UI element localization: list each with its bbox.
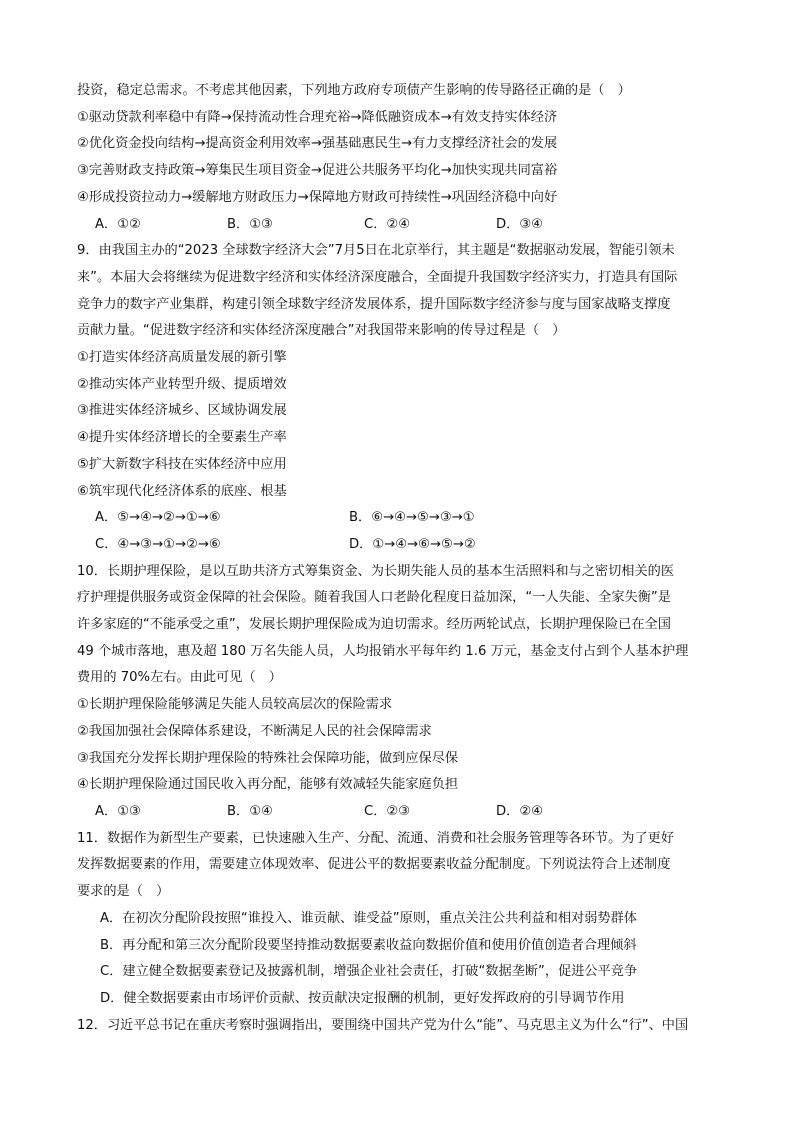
q9-option-b[interactable]: B．⑥→④→⑤→③→① xyxy=(349,510,475,526)
q9-stem-2: 来”。本届大会将继续为促进数字经济和实体经济深度融合，全面提升我国数字经济实力，打造具有国际 xyxy=(77,269,678,285)
q8-item-3: ③完善财政支持政策→筹集民生项目资金→促进公共服务平均化→加快实现共同富裕 xyxy=(77,163,558,179)
q11-stem-1: 11．数据作为新型生产要素，已快速融入生产、分配、流通、消费和社会服务管理等各环节。为了更好 xyxy=(77,830,675,846)
q11-option-c[interactable]: C．建立健全数据要素登记及披露机制，增强企业社会责任，打破“数据垄断”，促进公平竞争 xyxy=(100,964,638,980)
q9-item-1: ①打造实体经济高质量发展的新引擎 xyxy=(77,350,287,366)
q11-option-d[interactable]: D．健全数据要素由市场评价贡献、按贡献决定报酬的机制，更好发挥政府的引导调节作用 xyxy=(100,990,625,1006)
q9-options-row-1 xyxy=(77,505,724,532)
q9-option-c[interactable]: C．④→③→①→②→⑥ xyxy=(95,536,221,552)
q10-options xyxy=(77,799,724,826)
q10-stem-1: 10．长期护理保险，是以互助共济方式筹集资金、为长期失能人员的基本生活照料和与之密切相关的医 xyxy=(77,563,675,579)
q10-stem-4: 49 个城市落地，惠及超 180 万名失能人员，人均报销水平每年约 1.6 万元，基金支付占到个人基本护理 xyxy=(77,643,689,659)
q10-item-3: ③我国充分发挥长期护理保险的特殊社会保障功能，做到应保尽保 xyxy=(77,750,459,766)
q11-option-a[interactable]: A．在初次分配阶段按照“谁投入、谁贡献、谁受益”原则，重点关注公共利益和相对弱势群体 xyxy=(100,910,637,926)
q10-item-2: ②我国加强社会保障体系建设，不断满足人民的社会保障需求 xyxy=(77,723,432,739)
q10-stem-2: 疗护理提供服务或资金保障的社会保险。随着我国人口老龄化程度日益加深，“一人失能、全家失衡”是 xyxy=(77,590,671,606)
q9-item-5: ⑤扩大新数字科技在实体经济中应用 xyxy=(77,456,287,472)
q9-item-6: ⑥筑牢现代化经济体系的底座、根基 xyxy=(77,483,287,499)
q12-stem-1: 12．习近平总书记在重庆考察时强调指出，要围绕中国共产党为什么“能”、马克思主义为什么“行”、中国 xyxy=(77,1017,689,1033)
q10-item-4: ④长期护理保险通过国民收入再分配，能够有效减轻失能家庭负担 xyxy=(77,777,459,793)
q11-option-b[interactable]: B．再分配和第三次分配阶段要坚持推动数据要素收益向数据价值和使用价值创造者合理倾斜 xyxy=(100,937,637,953)
q9-option-a[interactable]: A．⑤→④→②→①→⑥ xyxy=(95,510,221,526)
q8-option-c[interactable]: C．②④ xyxy=(364,216,411,232)
q9-options-row-2 xyxy=(77,532,724,559)
q9-option-d[interactable]: D．①→④→⑥→⑤→② xyxy=(349,536,476,552)
q8-option-a[interactable]: A．①② xyxy=(95,216,141,232)
q10-stem-3: 许多家庭的“不能承受之重”，发展长期护理保险成为迫切需求。经历两轮试点，长期护理保险已在全国 xyxy=(77,617,671,633)
q9-stem-3: 竞争力的数字产业集群，构建引领全球数字经济发展体系，提升国际数字经济参与度与国家战略支撑度 xyxy=(77,296,671,312)
q8-option-b[interactable]: B．①③ xyxy=(227,216,273,232)
q10-stem-5: 费用的 70%左右。由此可见（ ） xyxy=(77,670,282,686)
q8-item-4: ④形成投资拉动力→缓解地方财政压力→保障地方财政可持续性→巩固经济稳中向好 xyxy=(77,189,558,205)
q8-item-2: ②优化资金投向结构→提高资金利用效率→强基础惠民生→有力支撑经济社会的发展 xyxy=(77,136,558,152)
q9-stem-4: 贡献力量。“促进数字经济和实体经济深度融合”对我国带来影响的传导过程是（ ） xyxy=(77,323,566,339)
q10-item-1: ①长期护理保险能够满足失能人员较高层次的保险需求 xyxy=(77,697,393,713)
q8-item-1: ①驱动贷款利率稳中有降→保持流动性合理充裕→降低融资成本→有效支持实体经济 xyxy=(77,109,558,125)
q10-option-b[interactable]: B．①④ xyxy=(227,803,273,819)
q9-item-2: ②推动实体产业转型升级、提质增效 xyxy=(77,376,287,392)
q8-option-d[interactable]: D．③④ xyxy=(496,216,543,232)
q9-item-4: ④提升实体经济增长的全要素生产率 xyxy=(77,430,287,446)
q8-options xyxy=(77,212,724,239)
q10-option-a[interactable]: A．①③ xyxy=(95,803,141,819)
q9-stem-1: 9．由我国主办的“2023 全球数字经济大会”7月5日在北京举行，其主题是“数据驱动发展，智能引领未 xyxy=(77,243,675,259)
q11-stem-2: 发挥数据要素的作用，需要建立体现效率、促进公平的数据要素收益分配制度。下列说法符合上述制度 xyxy=(77,857,671,873)
q11-stem-3: 要求的是（ ） xyxy=(77,884,170,900)
q9-item-3: ③推进实体经济城乡、区域协调发展 xyxy=(77,403,287,419)
q8-lead: 投资，稳定总需求。不考虑其他因素，下列地方政府专项债产生影响的传导路径正确的是（ ） xyxy=(77,83,631,98)
q10-option-c[interactable]: C．②③ xyxy=(364,803,411,819)
q10-option-d[interactable]: D．②④ xyxy=(496,803,543,819)
